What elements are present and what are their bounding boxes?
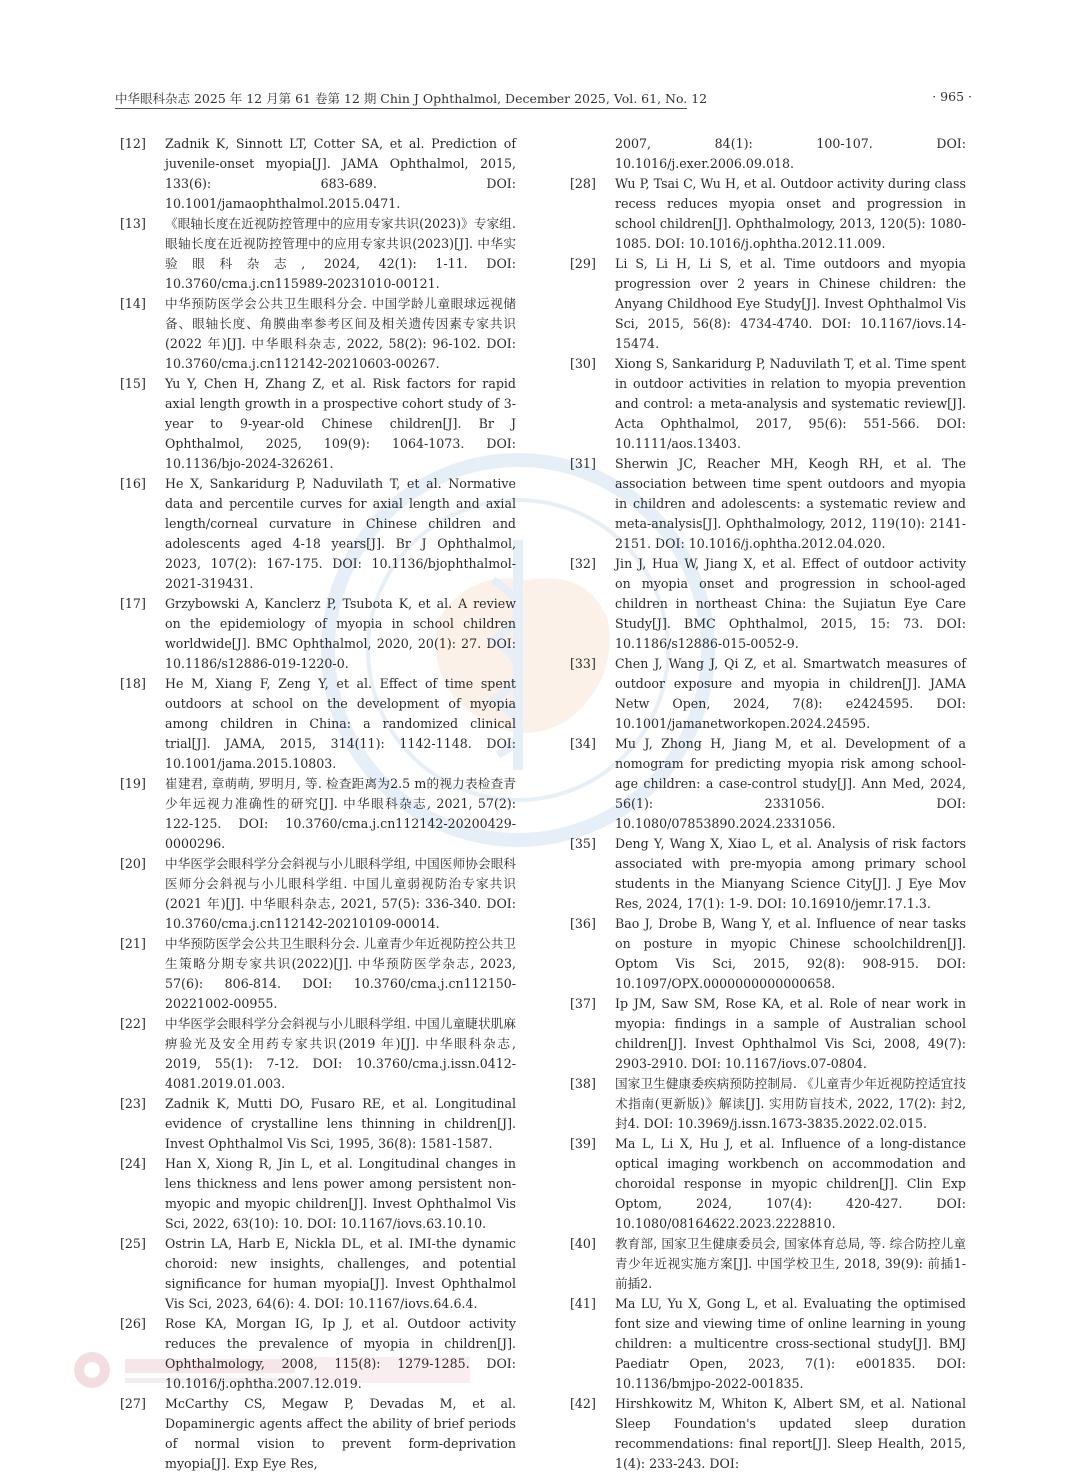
reference-item: [29] Li S, Li H, Li S, et al. Time outdoors and myopia progression over 2 years in Chinese children: the Anyang Childhood Eye Study[J]. Invest Ophthalmol Vis Sci, 2015, 56(8): 4734-4740. DOI: 10.1167/iovs.14-15474. <box>570 256 966 351</box>
reference-item: [40] 教育部, 国家卫生健康委员会, 国家体育总局, 等. 综合防控儿童青少年近视实施方案[J]. 中国学校卫生, 2018, 39(9): 前插1-前插2. <box>570 1236 966 1291</box>
journal-citation: 中华眼科杂志 2025 年 12 月第 61 卷第 12 期 Chin J Ophthalmol, December 2025, Vol. 61, No. 12 <box>115 91 708 106</box>
reference-item: [13] 《眼轴长度在近视防控管理中的应用专家共识(2023)》专家组. 眼轴长度在近视防控管理中的应用专家共识(2023)[J]. 中华实验眼科杂志, 2024, 42(1): 1-11. DOI: 10.3760/cma.j.cn115989-20231010-00121. <box>120 216 516 291</box>
reference-item: [20] 中华医学会眼科学分会斜视与小儿眼科学组, 中国医师协会眼科医师分会斜视与小儿眼科学组. 中国儿童弱视防治专家共识(2021 年)[J]. 中华眼科杂志, 2021, 57(5): 336-340. DOI: 10.3760/cma.j.cn112142-20210109-00014. <box>120 856 516 931</box>
left-column <box>120 134 516 1474</box>
reference-item: [37] Ip JM, Saw SM, Rose KA, et al. Role of near work in myopia: findings in a sample of Australian school children[J]. Invest Ophthalmol Vis Sci, 2008, 49(7): 2903-2910. DOI: 10.1167/iovs.07-0804. <box>570 996 966 1071</box>
reference-item: [31] Sherwin JC, Reacher MH, Keogh RH, et al. The association between time spent outdoors and myopia in children and adolescents: a systematic review and meta-analysis[J]. Ophthalmology, 2012, 119(10): 2141-2151. DOI: 10.1016/j.ophtha.2012.04.020. <box>570 456 966 551</box>
header-rule <box>115 108 687 109</box>
reference-item: [22] 中华医学会眼科学分会斜视与小儿眼科学组. 中国儿童睫状肌麻痹验光及安全用药专家共识(2019 年)[J]. 中华眼科杂志, 2019, 55(1): 7-12. DOI: 10.3760/cma.j.issn.0412-4081.2019.01.003. <box>120 1016 516 1091</box>
running-header <box>115 88 972 110</box>
reference-item: [17] Grzybowski A, Kanclerz P, Tsubota K, et al. A review on the epidemiology of myopia in school children worldwide[J]. BMC Ophthalmol, 2020, 20(1): 27. DOI: 10.1186/s12886-019-1220-0. <box>120 596 516 671</box>
right-column <box>570 134 966 1474</box>
page-number: · 965 · <box>932 89 972 104</box>
reference-item: [41] Ma LU, Yu X, Gong L, et al. Evaluating the optimised font size and viewing time of online learning in young children: a multicentre cross-sectional study[J]. BMJ Paediatr Open, 2023, 7(1): e001835. DOI: 10.1136/bmjpo-2022-001835. <box>570 1296 966 1391</box>
reference-item: [33] Chen J, Wang J, Qi Z, et al. Smartwatch measures of outdoor exposure and myopia in children[J]. JAMA Netw Open, 2024, 7(8): e2424595. DOI: 10.1001/jamanetworkopen.2024.24595. <box>570 656 966 731</box>
reference-item: [25] Ostrin LA, Harb E, Nickla DL, et al. IMI-the dynamic choroid: new insights, challenges, and potential significance for human myopia[J]. Invest Ophthalmol Vis Sci, 2023, 64(6): 4. DOI: 10.1167/iovs.64.6.4. <box>120 1236 516 1311</box>
reference-item: [16] He X, Sankaridurg P, Naduvilath T, et al. Normative data and percentile curves for axial length and axial length/corneal curvature in Chinese children and adolescents aged 4-18 years[J]. Br J Ophthalmol, 2023, 107(2): 167-175. DOI: 10.1136/bjophthalmol-2021-319431. <box>120 476 516 591</box>
reference-item: [35] Deng Y, Wang X, Xiao L, et al. Analysis of risk factors associated with pre-myopia among primary school students in the Mianyang Science City[J]. J Eye Mov Res, 2024, 17(1): 1-9. DOI: 10.16910/jemr.17.1.3. <box>570 836 966 911</box>
reference-item: [19] 崔建君, 章萌萌, 罗明月, 等. 检查距离为2.5 m的视力表检查青少年远视力准确性的研究[J]. 中华眼科杂志, 2021, 57(2): 122-125. DOI: 10.3760/cma.j.cn112142-20200429-0000296. <box>120 776 516 851</box>
reference-item: [30] Xiong S, Sankaridurg P, Naduvilath T, et al. Time spent in outdoor activities in relation to myopia prevention and control: a meta-analysis and systematic review[J]. Acta Ophthalmol, 2017, 95(6): 551-566. DOI: 10.1111/aos.13403. <box>570 356 966 451</box>
reference-item: [21] 中华预防医学会公共卫生眼科分会. 儿童青少年近视防控公共卫生策略分期专家共识(2022)[J]. 中华预防医学杂志, 2023, 57(6): 806-814. DOI: 10.3760/cma.j.cn112150-20221002-00955. <box>120 936 516 1011</box>
reference-item: [39] Ma L, Li X, Hu J, et al. Influence of a long-distance optical imaging workbench on accommodation and choroidal response in myopic children[J]. Clin Exp Optom, 2024, 107(4): 420-427. DOI: 10.1080/08164622.2023.2228810. <box>570 1136 966 1231</box>
reference-item: [38] 国家卫生健康委疾病预防控制局. 《儿童青少年近视防控适宜技术指南(更新版)》解读[J]. 实用防盲技术, 2022, 17(2): 封2, 封4. DOI: 10.3969/j.issn.1673-3835.2022.02.015. <box>570 1076 966 1131</box>
reference-item: [36] Bao J, Drobe B, Wang Y, et al. Influence of near tasks on posture in myopic Chinese schoolchildren[J]. Optom Vis Sci, 2015, 92(8): 908-915. DOI: 10.1097/OPX.0000000000000658. <box>570 916 966 991</box>
reference-item: [27] McCarthy CS, Megaw P, Devadas M, et al. Dopaminergic agents affect the ability of brief periods of normal vision to prevent form-deprivation myopia[J]. Exp Eye Res, <box>120 1396 516 1471</box>
reference-item: [15] Yu Y, Chen H, Zhang Z, et al. Risk factors for rapid axial length growth in a prospective cohort study of 3-year to 9-year-old Chinese children[J]. Br J Ophthalmol, 2025, 109(9): 1064-1073. DOI: 10.1136/bjo-2024-326261. <box>120 376 516 471</box>
reference-item: [32] Jin J, Hua W, Jiang X, et al. Effect of outdoor activity on myopia onset and progression in school-aged children in northeast China: the Sujiatun Eye Care Study[J]. BMC Ophthalmol, 2015, 15: 73. DOI: 10.1186/s12886-015-0052-9. <box>570 556 966 651</box>
reference-item: [23] Zadnik K, Mutti DO, Fusaro RE, et al. Longitudinal evidence of crystalline lens thinning in children[J]. Invest Ophthalmol Vis Sci, 1995, 36(8): 1581-1587. <box>120 1096 516 1151</box>
reference-item: [24] Han X, Xiong R, Jin L, et al. Longitudinal changes in lens thickness and lens power among persistent non-myopic and myopic children[J]. Invest Ophthalmol Vis Sci, 2022, 63(10): 10. DOI: 10.1167/iovs.63.10.10. <box>120 1156 516 1231</box>
reference-item: [26] Rose KA, Morgan IG, Ip J, et al. Outdoor activity reduces the prevalence of myopia in children[J]. Ophthalmology, 2008, 115(8): 1279-1285. DOI: 10.1016/j.ophtha.2007.12.019. <box>120 1316 516 1391</box>
reference-item: [34] Mu J, Zhong H, Jiang M, et al. Development of a nomogram for predicting myopia risk among school-age children: a case-control study[J]. Ann Med, 2024, 56(1): 2331056. DOI: 10.1080/07853890.2024.2331056. <box>570 736 966 831</box>
reference-continuation: 2007, 84(1): 100-107. DOI: 10.1016/j.exer.2006.09.018. <box>615 136 966 171</box>
reference-item: [18] He M, Xiang F, Zeng Y, et al. Effect of time spent outdoors at school on the development of myopia among children in China: a randomized clinical trial[J]. JAMA, 2015, 314(11): 1142-1148. DOI: 10.1001/jama.2015.10803. <box>120 676 516 771</box>
reference-item: [14] 中华预防医学会公共卫生眼科分会. 中国学龄儿童眼球远视储备、眼轴长度、角膜曲率参考区间及相关遗传因素专家共识(2022 年)[J]. 中华眼科杂志, 2022, 58(2): 96-102. DOI: 10.3760/cma.j.cn112142-20210603-00267. <box>120 296 516 371</box>
reference-item: [12] Zadnik K, Sinnott LT, Cotter SA, et al. Prediction of juvenile-onset myopia[J]. JAMA Ophthalmol, 2015, 133(6): 683-689. DOI: 10.1001/jamaophthalmol.2015.0471. <box>120 136 516 211</box>
reference-item: [42] Hirshkowitz M, Whiton K, Albert SM, et al. National Sleep Foundation's updated sleep duration recommendations: final report[J]. Sleep Health, 2015, 1(4): 233-243. DOI: <box>570 1396 966 1471</box>
reference-item: [28] Wu P, Tsai C, Wu H, et al. Outdoor activity during class recess reduces myopia onset and progression in school children[J]. Ophthalmology, 2013, 120(5): 1080-1085. DOI: 10.1016/j.ophtha.2012.11.009. <box>570 176 966 251</box>
